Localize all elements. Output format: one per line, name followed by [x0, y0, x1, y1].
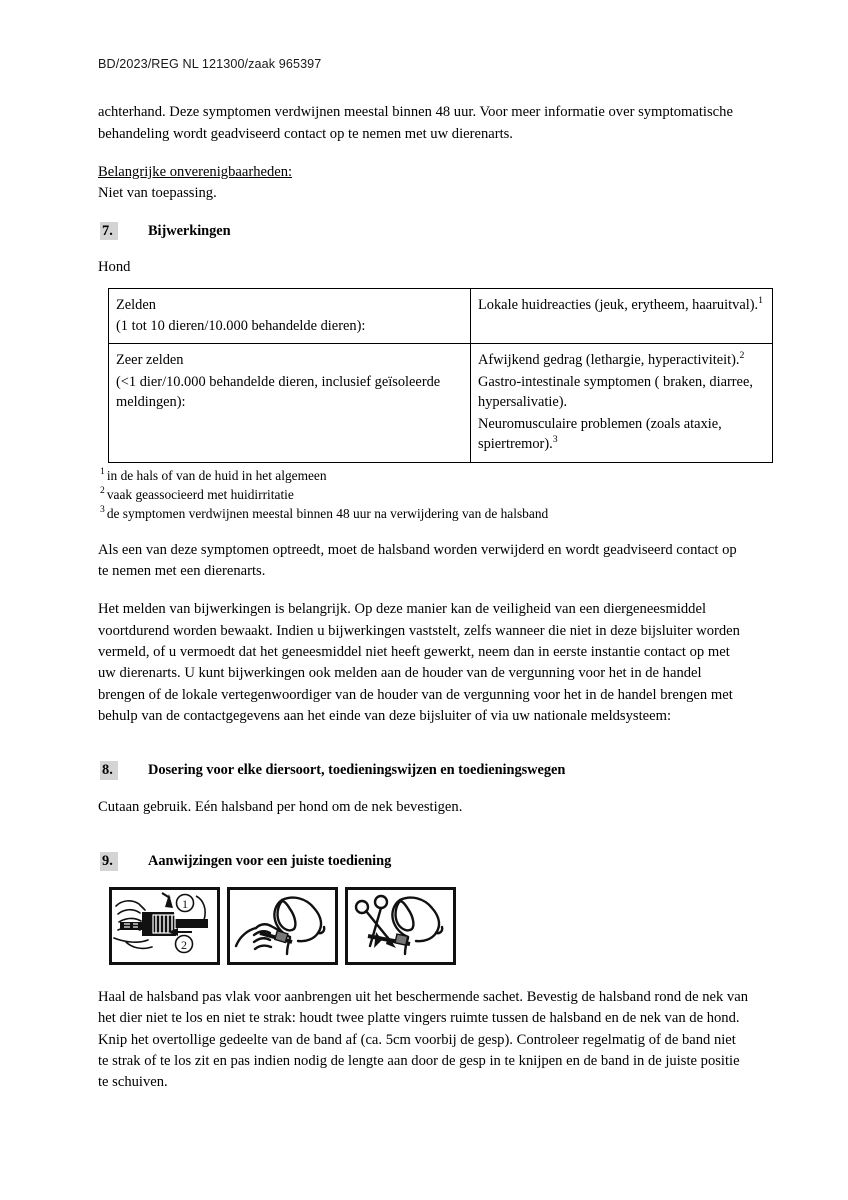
table-cell-effects: [471, 288, 773, 344]
section-number-7: 7.: [100, 222, 118, 241]
spacer: [98, 818, 750, 852]
scissors-trimming-collar-diagram: [345, 887, 456, 965]
section-heading-8: [98, 761, 750, 780]
collar-buckle-hand-diagram: [109, 887, 220, 965]
intro-paragraph: achterhand. Deze symptomen verdwijnen meestal binnen 48 uur. Voor meer informatie over symptomatische behandeling wordt geadviseerd contact op te nemen met uw dierenarts.: [98, 104, 733, 142]
document-header: BD/2023/REG NL 121300/zaak 965397: [98, 57, 322, 71]
effect-text: Afwijkend gedrag (lethargie, hyperactiviteit).: [478, 352, 740, 369]
footnote-marker: 1: [100, 466, 105, 478]
collar-fitting-on-dog-diagram: [227, 887, 338, 965]
table-row: [109, 288, 773, 344]
effect-entry: [478, 414, 765, 455]
spacer: [98, 965, 750, 987]
adverse-events-table: [108, 288, 773, 463]
footnote-text: in de hals of van de huid in het algemeen: [106, 467, 327, 483]
table-footnotes: [100, 466, 750, 523]
effect-text: Gastro-intestinale symptomen ( braken, diarree, hypersalivatie).: [478, 373, 753, 411]
footnote-marker: 2: [100, 485, 105, 497]
spacer: [98, 523, 750, 540]
incompatibilities-value: Niet van toepassing.: [98, 185, 217, 202]
species-label: Hond: [98, 259, 131, 276]
section-title-9: Aanwijzingen voor een juiste toediening: [148, 853, 392, 870]
effect-footnote-marker: 3: [552, 434, 558, 446]
marker-label-2: 2: [181, 937, 187, 952]
footnote-marker: 3: [100, 504, 105, 516]
section-9-body: Haal de halsband pas vlak voor aanbrengen uit het beschermende sachet. Bevestig de halsband rond de nek van het dier niet te los en niet te strak: houdt twee platte vingers ruimte tussen de halsband en de nek van de hond. Knip het overtollige gedeelte van de band af (ca. 5cm voorbij de gesp). Controleer regelmatig of de band niet te strak of te los zit en pas indien nodig de lengte aan door de gesp in te knijpen en de band in de juiste positie te schuiven.: [98, 988, 749, 1091]
spacer: [98, 582, 750, 599]
table-cell-frequency: [109, 288, 471, 344]
reporting-paragraph: Het melden van bijwerkingen is belangrijk. Op deze manier kan de veiligheid van een diergeneesmiddel voortdurend worden bewaakt. Indien u bijwerkingen vaststelt, zelfs wanneer die niet in deze bijsluiter worden vermeld, of u vermoedt dat het geneesmiddel niet heeft gewerkt, neem dan in eerste instantie contact op met uw dierenarts. U kunt bijwerkingen ook melden aan de houder van de vergunning voor het in de handel brengen of de lokale vertegenwoordiger van de houder van de vergunning voor het in de handel brengen met behulp van de contactgegevens aan het einde van deze bijsluiter of via uw nationale meldsysteem:: [98, 601, 740, 724]
section-number-9: 9.: [100, 852, 118, 871]
section-heading-7: [98, 222, 750, 241]
document-content: [98, 56, 763, 1093]
effect-footnote-marker: 2: [739, 350, 745, 362]
paragraph-after-table: Als een van deze symptomen optreedt, moet de halsband worden verwijderd en wordt geadviseerd contact op te nemen met een dierenarts.: [98, 541, 737, 580]
frequency-line-2: (<1 dier/10.000 behandelde dieren, inclusief geïsoleerde meldingen):: [116, 373, 441, 411]
section-title-8: Dosering voor elke diersoort, toedieningswijzen en toedieningswegen: [148, 762, 566, 779]
footnote-text: vaak geassocieerd met huidirritatie: [106, 486, 294, 502]
spacer: [98, 205, 750, 222]
footnote-item: [100, 466, 750, 485]
spacer: [98, 727, 750, 761]
section-heading-9: [98, 852, 750, 871]
effect-text: Lokale huidreacties (jeuk, erytheem, haaruitval).: [478, 296, 759, 313]
frequency-line-1: Zeer zelden: [116, 352, 184, 369]
section-number-8: 8.: [100, 761, 118, 780]
frequency-line-2: (1 tot 10 dieren/10.000 behandelde dieren):: [116, 318, 366, 335]
effect-entry: [478, 372, 765, 413]
effect-entry: [478, 350, 765, 370]
spacer: [98, 145, 750, 162]
administration-illustrations: [109, 887, 750, 965]
table-row: [109, 344, 773, 462]
frequency-line-1: Zelden: [116, 296, 156, 313]
incompatibilities-label: Belangrijke onverenigbaarheden:: [98, 163, 293, 180]
effect-footnote-marker: 1: [758, 294, 763, 306]
footnote-item: [100, 485, 750, 504]
dog-collar-fitting-illustration: [230, 890, 329, 956]
collar-buckle-illustration: [112, 890, 211, 956]
table-cell-frequency: [109, 344, 471, 462]
section-title-7: Bijwerkingen: [148, 222, 231, 239]
footnote-text: de symptomen verdwijnen meestal binnen 48 uur na verwijdering van de halsband: [106, 505, 549, 521]
spacer: [98, 780, 750, 797]
marker-label-1: 1: [182, 896, 188, 911]
table-cell-effects: [471, 344, 773, 462]
effect-text: Neuromusculaire problemen (zoals ataxie, spiertremor).: [478, 415, 722, 453]
scissors-cut-illustration: [348, 890, 447, 956]
spacer: [98, 279, 750, 288]
footnote-item: [100, 504, 750, 523]
effect-entry: [478, 295, 765, 315]
section-8-body: Cutaan gebruik. Eén halsband per hond om de nek bevestigen.: [98, 798, 463, 815]
spacer: [98, 240, 750, 257]
